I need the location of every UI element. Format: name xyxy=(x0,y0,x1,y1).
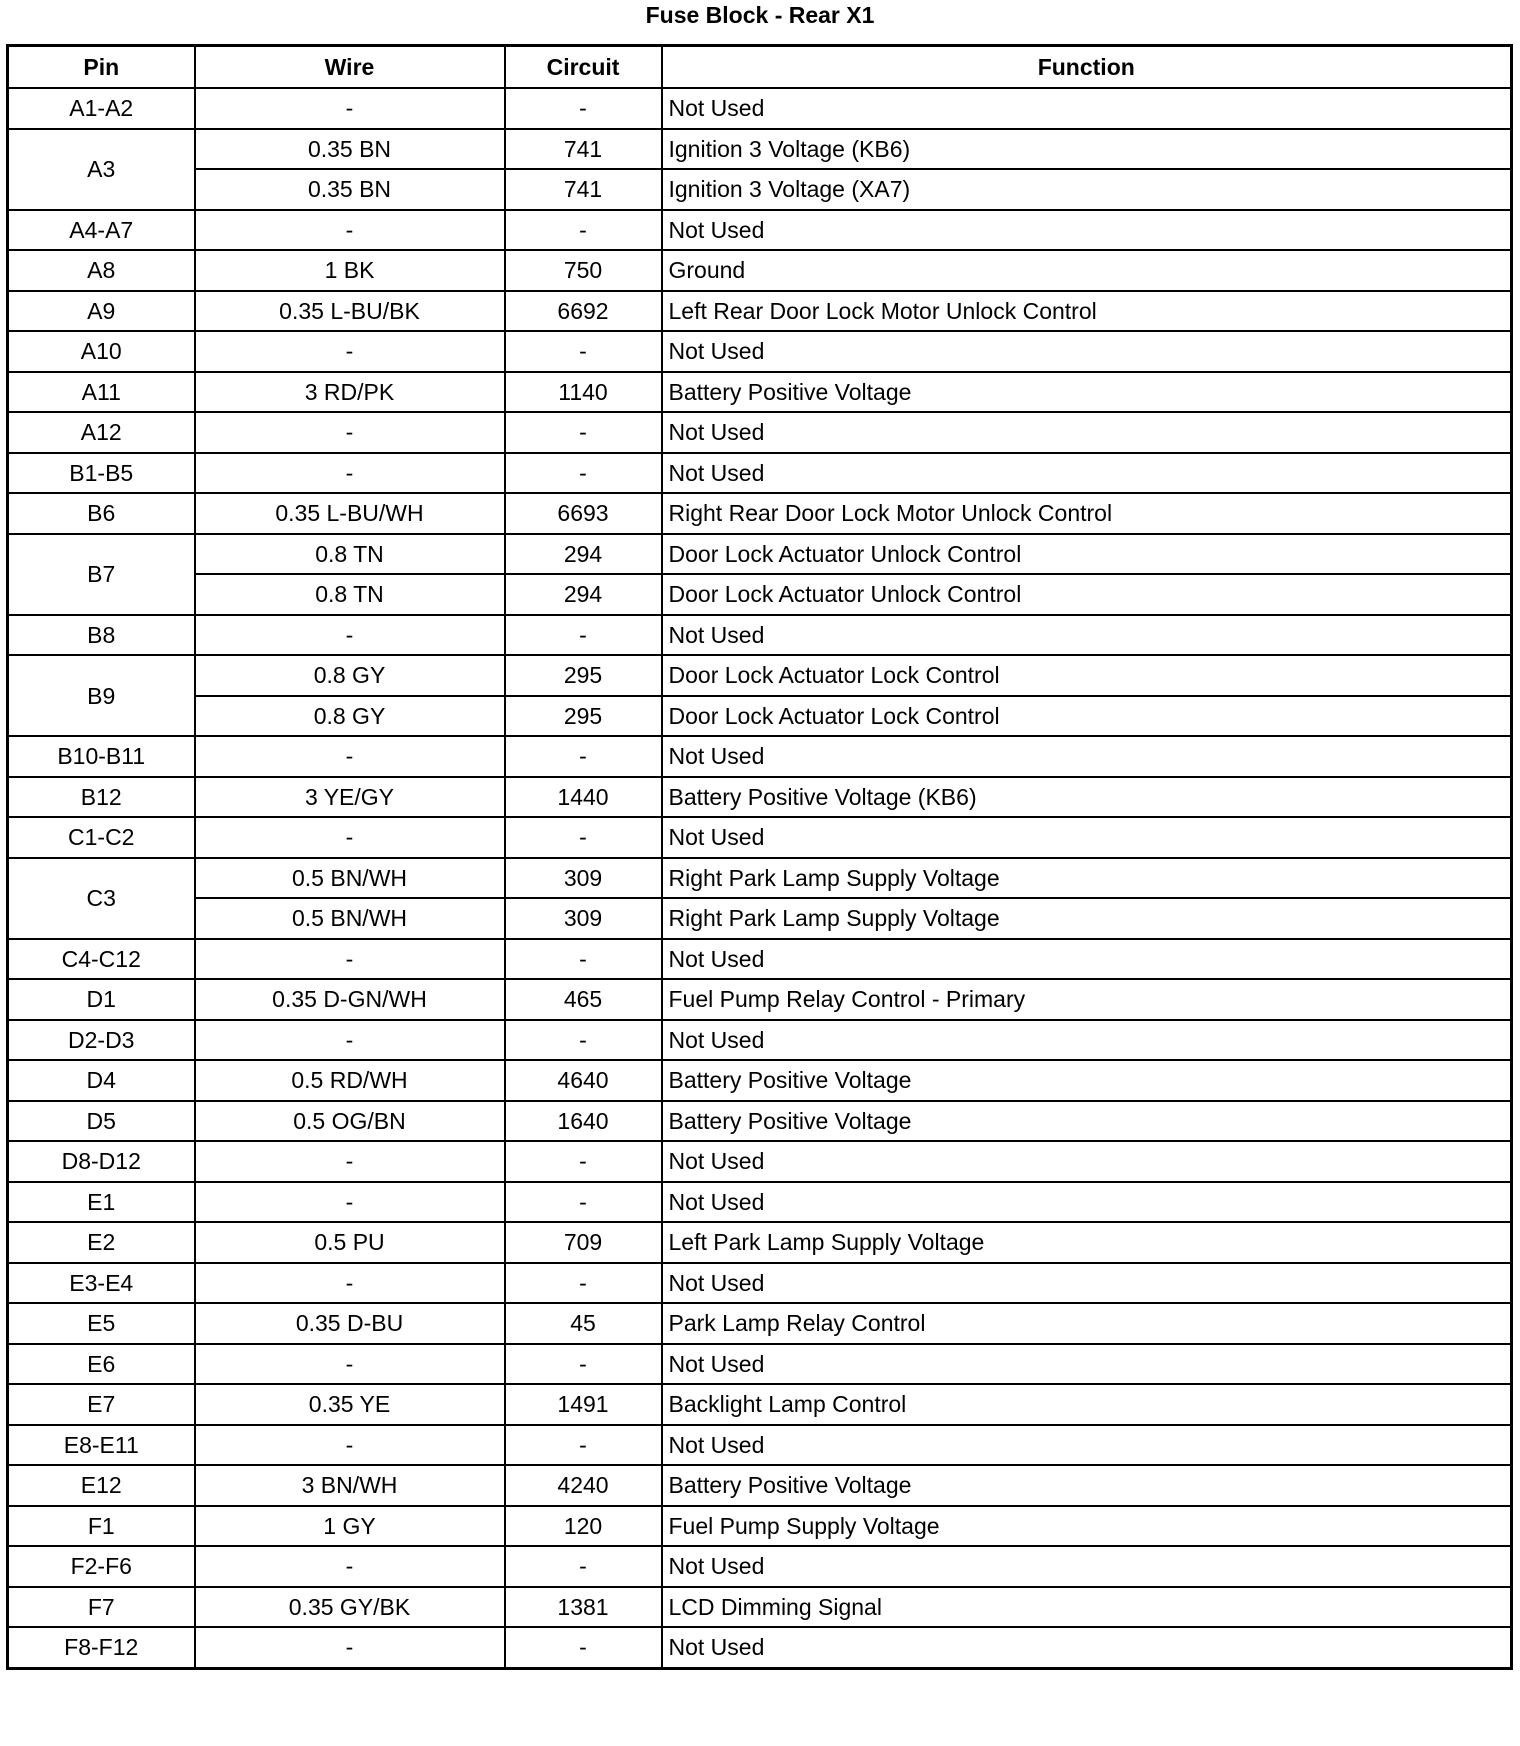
wire-cell: - xyxy=(195,1627,505,1668)
table-row xyxy=(8,615,1512,656)
function-cell: Ground xyxy=(662,250,1512,291)
circuit-cell: - xyxy=(505,1182,662,1223)
table-row xyxy=(8,1020,1512,1061)
pin-cell: E2 xyxy=(8,1222,195,1263)
pin-cell: E12 xyxy=(8,1465,195,1506)
table-row xyxy=(8,696,1512,737)
pin-cell: F8-F12 xyxy=(8,1627,195,1668)
circuit-cell: - xyxy=(505,453,662,494)
wire-cell: 0.5 RD/WH xyxy=(195,1060,505,1101)
wire-cell: - xyxy=(195,1263,505,1304)
wire-cell: 3 RD/PK xyxy=(195,372,505,413)
table-row xyxy=(8,1546,1512,1587)
table-header xyxy=(8,46,1512,89)
pin-cell: E1 xyxy=(8,1182,195,1223)
function-cell: Not Used xyxy=(662,1344,1512,1385)
pin-cell: F2-F6 xyxy=(8,1546,195,1587)
function-cell: Left Rear Door Lock Motor Unlock Control xyxy=(662,291,1512,332)
pin-cell: A8 xyxy=(8,250,195,291)
table-row xyxy=(8,169,1512,210)
pin-cell: F7 xyxy=(8,1587,195,1628)
circuit-cell: 45 xyxy=(505,1303,662,1344)
table-row xyxy=(8,250,1512,291)
function-cell: Door Lock Actuator Lock Control xyxy=(662,655,1512,696)
header-wire: Wire xyxy=(195,46,505,89)
pin-cell: B8 xyxy=(8,615,195,656)
circuit-cell: 6692 xyxy=(505,291,662,332)
function-cell: Battery Positive Voltage xyxy=(662,372,1512,413)
table-row xyxy=(8,1263,1512,1304)
function-cell: Right Rear Door Lock Motor Unlock Control xyxy=(662,493,1512,534)
function-cell: Not Used xyxy=(662,88,1512,129)
pin-cell: B6 xyxy=(8,493,195,534)
table-body xyxy=(8,88,1512,1668)
circuit-cell: - xyxy=(505,331,662,372)
circuit-cell: - xyxy=(505,615,662,656)
circuit-cell: - xyxy=(505,412,662,453)
table-row xyxy=(8,1627,1512,1668)
table-row xyxy=(8,1182,1512,1223)
wire-cell: - xyxy=(195,210,505,251)
table-row xyxy=(8,1344,1512,1385)
table-row xyxy=(8,1425,1512,1466)
circuit-cell: - xyxy=(505,1263,662,1304)
wire-cell: - xyxy=(195,1020,505,1061)
function-cell: Not Used xyxy=(662,1263,1512,1304)
function-cell: Not Used xyxy=(662,817,1512,858)
header-pin: Pin xyxy=(8,46,195,89)
pin-cell: E3-E4 xyxy=(8,1263,195,1304)
circuit-cell: 294 xyxy=(505,534,662,575)
function-cell: Door Lock Actuator Lock Control xyxy=(662,696,1512,737)
pin-cell: A11 xyxy=(8,372,195,413)
table-row xyxy=(8,291,1512,332)
function-cell: Left Park Lamp Supply Voltage xyxy=(662,1222,1512,1263)
document-title: Fuse Block - Rear X1 xyxy=(645,2,875,28)
function-cell: Not Used xyxy=(662,1020,1512,1061)
function-cell: Not Used xyxy=(662,453,1512,494)
circuit-cell: - xyxy=(505,1141,662,1182)
wire-cell: - xyxy=(195,736,505,777)
pin-cell: B1-B5 xyxy=(8,453,195,494)
function-cell: Right Park Lamp Supply Voltage xyxy=(662,898,1512,939)
table-row xyxy=(8,1141,1512,1182)
wire-cell: - xyxy=(195,1546,505,1587)
circuit-cell: - xyxy=(505,88,662,129)
function-cell: Not Used xyxy=(662,1425,1512,1466)
circuit-cell: 750 xyxy=(505,250,662,291)
header-row xyxy=(8,46,1512,89)
circuit-cell: 1440 xyxy=(505,777,662,818)
function-cell: Not Used xyxy=(662,331,1512,372)
function-cell: Not Used xyxy=(662,1627,1512,1668)
function-cell: Fuel Pump Supply Voltage xyxy=(662,1506,1512,1547)
circuit-cell: - xyxy=(505,1546,662,1587)
wire-cell: - xyxy=(195,1344,505,1385)
circuit-cell: - xyxy=(505,1627,662,1668)
table-row xyxy=(8,1587,1512,1628)
pin-cell: B9 xyxy=(8,655,195,736)
circuit-cell: 1381 xyxy=(505,1587,662,1628)
circuit-cell: 295 xyxy=(505,655,662,696)
table-row xyxy=(8,777,1512,818)
pin-cell: B7 xyxy=(8,534,195,615)
header-function: Function xyxy=(662,46,1512,89)
table-row xyxy=(8,939,1512,980)
wire-cell: - xyxy=(195,615,505,656)
function-cell: Not Used xyxy=(662,1546,1512,1587)
function-cell: Battery Positive Voltage xyxy=(662,1060,1512,1101)
pin-cell: E5 xyxy=(8,1303,195,1344)
circuit-cell: - xyxy=(505,1344,662,1385)
table-row xyxy=(8,534,1512,575)
pin-cell: D5 xyxy=(8,1101,195,1142)
function-cell: Not Used xyxy=(662,615,1512,656)
table-row xyxy=(8,574,1512,615)
circuit-cell: 309 xyxy=(505,858,662,899)
function-cell: LCD Dimming Signal xyxy=(662,1587,1512,1628)
table-row xyxy=(8,493,1512,534)
wire-cell: 0.35 L-BU/BK xyxy=(195,291,505,332)
circuit-cell: 741 xyxy=(505,129,662,170)
function-cell: Battery Positive Voltage xyxy=(662,1101,1512,1142)
function-cell: Door Lock Actuator Unlock Control xyxy=(662,534,1512,575)
table-row xyxy=(8,817,1512,858)
circuit-cell: 309 xyxy=(505,898,662,939)
wire-cell: 0.5 PU xyxy=(195,1222,505,1263)
table-row xyxy=(8,88,1512,129)
function-cell: Park Lamp Relay Control xyxy=(662,1303,1512,1344)
table-row xyxy=(8,858,1512,899)
function-cell: Right Park Lamp Supply Voltage xyxy=(662,858,1512,899)
wire-cell: - xyxy=(195,817,505,858)
pin-cell: D1 xyxy=(8,979,195,1020)
wire-cell: 1 GY xyxy=(195,1506,505,1547)
table-row xyxy=(8,1465,1512,1506)
function-cell: Door Lock Actuator Unlock Control xyxy=(662,574,1512,615)
table-row xyxy=(8,372,1512,413)
wire-cell: 0.5 OG/BN xyxy=(195,1101,505,1142)
table-row xyxy=(8,1101,1512,1142)
pin-cell: B12 xyxy=(8,777,195,818)
circuit-cell: 1491 xyxy=(505,1384,662,1425)
circuit-cell: 741 xyxy=(505,169,662,210)
pin-cell: A10 xyxy=(8,331,195,372)
circuit-cell: 4640 xyxy=(505,1060,662,1101)
function-cell: Battery Positive Voltage (KB6) xyxy=(662,777,1512,818)
function-cell: Backlight Lamp Control xyxy=(662,1384,1512,1425)
circuit-cell: 1140 xyxy=(505,372,662,413)
header-circuit: Circuit xyxy=(505,46,662,89)
wire-cell: 0.5 BN/WH xyxy=(195,898,505,939)
wire-cell: - xyxy=(195,453,505,494)
table-row xyxy=(8,129,1512,170)
wire-cell: 0.35 BN xyxy=(195,129,505,170)
table-row xyxy=(8,453,1512,494)
table-row xyxy=(8,898,1512,939)
wire-cell: 0.35 D-BU xyxy=(195,1303,505,1344)
pin-cell: C3 xyxy=(8,858,195,939)
connector-pinout-table xyxy=(6,44,1513,1670)
wire-cell: - xyxy=(195,1182,505,1223)
wire-cell: - xyxy=(195,331,505,372)
table-row xyxy=(8,979,1512,1020)
pin-cell: D4 xyxy=(8,1060,195,1101)
function-cell: Not Used xyxy=(662,939,1512,980)
pin-cell: C4-C12 xyxy=(8,939,195,980)
table-row xyxy=(8,1303,1512,1344)
wire-cell: 0.8 GY xyxy=(195,696,505,737)
wire-cell: 0.35 YE xyxy=(195,1384,505,1425)
circuit-cell: 465 xyxy=(505,979,662,1020)
wire-cell: - xyxy=(195,1141,505,1182)
wire-cell: 0.35 BN xyxy=(195,169,505,210)
table-row xyxy=(8,1222,1512,1263)
function-cell: Not Used xyxy=(662,1141,1512,1182)
circuit-cell: - xyxy=(505,736,662,777)
wire-cell: 0.35 L-BU/WH xyxy=(195,493,505,534)
table-row xyxy=(8,1060,1512,1101)
wire-cell: - xyxy=(195,939,505,980)
pin-cell: C1-C2 xyxy=(8,817,195,858)
table-row xyxy=(8,331,1512,372)
wire-cell: - xyxy=(195,88,505,129)
wire-cell: 0.35 D-GN/WH xyxy=(195,979,505,1020)
table-row xyxy=(8,736,1512,777)
pin-cell: D8-D12 xyxy=(8,1141,195,1182)
pin-cell: A4-A7 xyxy=(8,210,195,251)
pin-cell: B10-B11 xyxy=(8,736,195,777)
circuit-cell: - xyxy=(505,817,662,858)
wire-cell: 0.8 TN xyxy=(195,534,505,575)
circuit-cell: 6693 xyxy=(505,493,662,534)
circuit-cell: - xyxy=(505,210,662,251)
function-cell: Not Used xyxy=(662,210,1512,251)
table-row xyxy=(8,1384,1512,1425)
wire-cell: 0.35 GY/BK xyxy=(195,1587,505,1628)
circuit-cell: 120 xyxy=(505,1506,662,1547)
pin-cell: A9 xyxy=(8,291,195,332)
function-cell: Fuel Pump Relay Control - Primary xyxy=(662,979,1512,1020)
pin-cell: E7 xyxy=(8,1384,195,1425)
function-cell: Battery Positive Voltage xyxy=(662,1465,1512,1506)
circuit-cell: 295 xyxy=(505,696,662,737)
pin-cell: F1 xyxy=(8,1506,195,1547)
circuit-cell: - xyxy=(505,1020,662,1061)
circuit-cell: - xyxy=(505,1425,662,1466)
pin-cell: E8-E11 xyxy=(8,1425,195,1466)
pin-cell: A12 xyxy=(8,412,195,453)
function-cell: Ignition 3 Voltage (KB6) xyxy=(662,129,1512,170)
table-row xyxy=(8,655,1512,696)
circuit-cell: 294 xyxy=(505,574,662,615)
pin-cell: A1-A2 xyxy=(8,88,195,129)
wire-cell: 0.5 BN/WH xyxy=(195,858,505,899)
function-cell: Not Used xyxy=(662,736,1512,777)
wire-cell: 0.8 TN xyxy=(195,574,505,615)
wire-cell: - xyxy=(195,1425,505,1466)
wire-cell: - xyxy=(195,412,505,453)
circuit-cell: 4240 xyxy=(505,1465,662,1506)
wire-cell: 3 BN/WH xyxy=(195,1465,505,1506)
wire-cell: 1 BK xyxy=(195,250,505,291)
wire-cell: 0.8 GY xyxy=(195,655,505,696)
circuit-cell: 709 xyxy=(505,1222,662,1263)
table-row xyxy=(8,412,1512,453)
circuit-cell: 1640 xyxy=(505,1101,662,1142)
function-cell: Not Used xyxy=(662,412,1512,453)
pin-cell: E6 xyxy=(8,1344,195,1385)
function-cell: Ignition 3 Voltage (XA7) xyxy=(662,169,1512,210)
table-row xyxy=(8,210,1512,251)
table-row xyxy=(8,1506,1512,1547)
circuit-cell: - xyxy=(505,939,662,980)
function-cell: Not Used xyxy=(662,1182,1512,1223)
pin-cell: D2-D3 xyxy=(8,1020,195,1061)
pin-cell: A3 xyxy=(8,129,195,210)
wire-cell: 3 YE/GY xyxy=(195,777,505,818)
